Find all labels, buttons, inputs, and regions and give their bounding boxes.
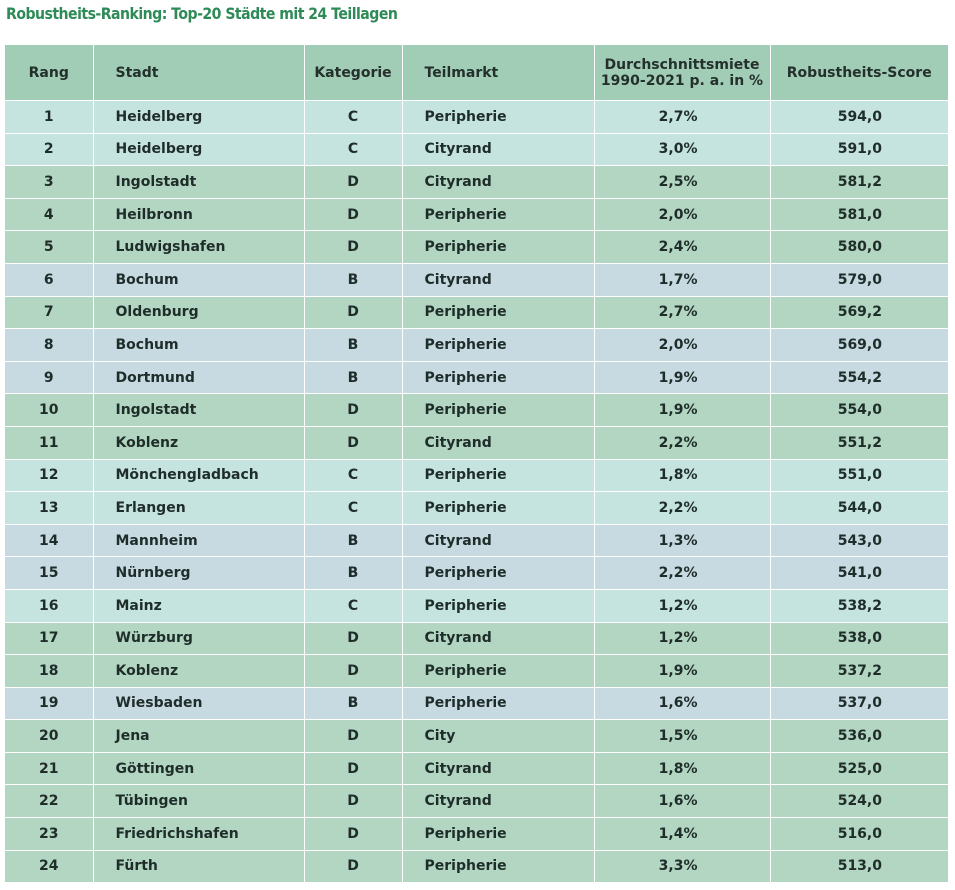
cell-kategorie: B (304, 557, 402, 590)
cell-durchschnittsmiete: 1,9% (594, 655, 770, 688)
cell-rang: 22 (5, 785, 93, 818)
cell-durchschnittsmiete: 3,0% (594, 133, 770, 166)
column-header-miete-line2: 1990-2021 p. a. in % (600, 72, 764, 89)
cell-kategorie: B (304, 361, 402, 394)
cell-score: 551,0 (770, 459, 948, 492)
cell-stadt: Dortmund (93, 361, 304, 394)
cell-score: 569,2 (770, 296, 948, 329)
column-header-score: Robustheits-Score (770, 45, 948, 101)
cell-teilmarkt: Peripherie (402, 589, 594, 622)
cell-score: 581,2 (770, 166, 948, 199)
cell-stadt: Mannheim (93, 524, 304, 557)
column-header-durchschnittsmiete (594, 45, 770, 101)
cell-durchschnittsmiete: 2,4% (594, 231, 770, 264)
cell-teilmarkt: Peripherie (402, 101, 594, 134)
table-header-row (5, 45, 948, 101)
cell-kategorie: D (304, 296, 402, 329)
table-row (5, 101, 948, 134)
cell-durchschnittsmiete: 1,3% (594, 524, 770, 557)
table-row (5, 198, 948, 231)
cell-stadt: Göttingen (93, 752, 304, 785)
column-header-stadt: Stadt (93, 45, 304, 101)
table-row (5, 524, 948, 557)
column-header-kategorie: Kategorie (304, 45, 402, 101)
cell-stadt: Würzburg (93, 622, 304, 655)
cell-rang: 12 (5, 459, 93, 492)
cell-kategorie: B (304, 687, 402, 720)
cell-teilmarkt: City (402, 720, 594, 753)
cell-durchschnittsmiete: 1,7% (594, 263, 770, 296)
page-title: Robustheits-Ranking: Top-20 Städte mit 24 Teillagen (6, 4, 398, 23)
cell-teilmarkt: Peripherie (402, 231, 594, 264)
cell-kategorie: C (304, 133, 402, 166)
cell-teilmarkt: Cityrand (402, 524, 594, 557)
cell-stadt: Bochum (93, 263, 304, 296)
table-row (5, 394, 948, 427)
cell-rang: 6 (5, 263, 93, 296)
cell-durchschnittsmiete: 1,2% (594, 589, 770, 622)
cell-stadt: Oldenburg (93, 296, 304, 329)
cell-score: 543,0 (770, 524, 948, 557)
cell-kategorie: B (304, 329, 402, 362)
cell-stadt: Heilbronn (93, 198, 304, 231)
table-row (5, 263, 948, 296)
cell-teilmarkt: Peripherie (402, 818, 594, 851)
cell-stadt: Mönchengladbach (93, 459, 304, 492)
table-row (5, 133, 948, 166)
cell-rang: 20 (5, 720, 93, 753)
cell-teilmarkt: Peripherie (402, 296, 594, 329)
cell-durchschnittsmiete: 2,7% (594, 296, 770, 329)
cell-stadt: Tübingen (93, 785, 304, 818)
cell-durchschnittsmiete: 1,8% (594, 752, 770, 785)
cell-teilmarkt: Cityrand (402, 785, 594, 818)
table-row (5, 557, 948, 590)
cell-rang: 3 (5, 166, 93, 199)
cell-kategorie: D (304, 720, 402, 753)
cell-durchschnittsmiete: 1,8% (594, 459, 770, 492)
cell-stadt: Wiesbaden (93, 687, 304, 720)
cell-rang: 2 (5, 133, 93, 166)
cell-kategorie: C (304, 589, 402, 622)
cell-score: 516,0 (770, 818, 948, 851)
cell-teilmarkt: Peripherie (402, 687, 594, 720)
cell-score: 579,0 (770, 263, 948, 296)
cell-durchschnittsmiete: 1,9% (594, 394, 770, 427)
cell-rang: 1 (5, 101, 93, 134)
cell-rang: 15 (5, 557, 93, 590)
table-row (5, 850, 948, 882)
cell-stadt: Jena (93, 720, 304, 753)
table-row (5, 231, 948, 264)
cell-score: 541,0 (770, 557, 948, 590)
cell-kategorie: D (304, 850, 402, 882)
cell-kategorie: D (304, 231, 402, 264)
cell-score: 525,0 (770, 752, 948, 785)
cell-score: 538,0 (770, 622, 948, 655)
cell-rang: 24 (5, 850, 93, 882)
table-row (5, 492, 948, 525)
cell-teilmarkt: Cityrand (402, 622, 594, 655)
cell-teilmarkt: Peripherie (402, 492, 594, 525)
cell-kategorie: D (304, 752, 402, 785)
cell-rang: 14 (5, 524, 93, 557)
column-header-teilmarkt: Teilmarkt (402, 45, 594, 101)
cell-score: 536,0 (770, 720, 948, 753)
cell-durchschnittsmiete: 3,3% (594, 850, 770, 882)
cell-rang: 16 (5, 589, 93, 622)
cell-score: 594,0 (770, 101, 948, 134)
cell-teilmarkt: Cityrand (402, 426, 594, 459)
cell-stadt: Ingolstadt (93, 394, 304, 427)
cell-stadt: Heidelberg (93, 101, 304, 134)
cell-score: 569,0 (770, 329, 948, 362)
cell-teilmarkt: Cityrand (402, 752, 594, 785)
cell-score: 544,0 (770, 492, 948, 525)
cell-teilmarkt: Peripherie (402, 329, 594, 362)
cell-durchschnittsmiete: 2,2% (594, 557, 770, 590)
cell-score: 538,2 (770, 589, 948, 622)
cell-kategorie: D (304, 785, 402, 818)
cell-durchschnittsmiete: 2,0% (594, 198, 770, 231)
cell-stadt: Koblenz (93, 426, 304, 459)
cell-kategorie: C (304, 101, 402, 134)
column-header-rang: Rang (5, 45, 93, 101)
cell-durchschnittsmiete: 1,9% (594, 361, 770, 394)
cell-score: 581,0 (770, 198, 948, 231)
cell-teilmarkt: Peripherie (402, 361, 594, 394)
cell-kategorie: D (304, 622, 402, 655)
cell-score: 513,0 (770, 850, 948, 882)
cell-kategorie: D (304, 655, 402, 688)
cell-kategorie: D (304, 394, 402, 427)
cell-stadt: Nürnberg (93, 557, 304, 590)
table-row (5, 329, 948, 362)
table-row (5, 655, 948, 688)
cell-teilmarkt: Peripherie (402, 459, 594, 492)
cell-kategorie: C (304, 459, 402, 492)
table-row (5, 687, 948, 720)
cell-rang: 8 (5, 329, 93, 362)
cell-rang: 13 (5, 492, 93, 525)
cell-durchschnittsmiete: 1,2% (594, 622, 770, 655)
cell-kategorie: B (304, 524, 402, 557)
cell-teilmarkt: Cityrand (402, 166, 594, 199)
cell-stadt: Erlangen (93, 492, 304, 525)
cell-durchschnittsmiete: 2,0% (594, 329, 770, 362)
cell-rang: 21 (5, 752, 93, 785)
cell-rang: 18 (5, 655, 93, 688)
cell-stadt: Heidelberg (93, 133, 304, 166)
cell-kategorie: D (304, 426, 402, 459)
cell-score: 591,0 (770, 133, 948, 166)
ranking-table (5, 45, 948, 882)
cell-kategorie: B (304, 263, 402, 296)
cell-stadt: Bochum (93, 329, 304, 362)
cell-kategorie: D (304, 166, 402, 199)
cell-durchschnittsmiete: 2,5% (594, 166, 770, 199)
cell-score: 554,0 (770, 394, 948, 427)
cell-durchschnittsmiete: 1,5% (594, 720, 770, 753)
table-row (5, 818, 948, 851)
table-row (5, 459, 948, 492)
cell-teilmarkt: Cityrand (402, 263, 594, 296)
cell-stadt: Fürth (93, 850, 304, 882)
table-row (5, 752, 948, 785)
cell-teilmarkt: Peripherie (402, 850, 594, 882)
table-row (5, 720, 948, 753)
cell-stadt: Koblenz (93, 655, 304, 688)
cell-score: 537,2 (770, 655, 948, 688)
table-row (5, 296, 948, 329)
cell-teilmarkt: Peripherie (402, 394, 594, 427)
cell-score: 524,0 (770, 785, 948, 818)
cell-durchschnittsmiete: 1,4% (594, 818, 770, 851)
cell-rang: 5 (5, 231, 93, 264)
table-row (5, 166, 948, 199)
cell-durchschnittsmiete: 2,2% (594, 492, 770, 525)
cell-teilmarkt: Peripherie (402, 655, 594, 688)
table-row (5, 785, 948, 818)
cell-rang: 9 (5, 361, 93, 394)
cell-score: 580,0 (770, 231, 948, 264)
cell-teilmarkt: Peripherie (402, 557, 594, 590)
cell-stadt: Friedrichshafen (93, 818, 304, 851)
cell-kategorie: D (304, 198, 402, 231)
cell-rang: 17 (5, 622, 93, 655)
cell-kategorie: C (304, 492, 402, 525)
cell-rang: 4 (5, 198, 93, 231)
cell-durchschnittsmiete: 2,2% (594, 426, 770, 459)
cell-durchschnittsmiete: 1,6% (594, 785, 770, 818)
cell-rang: 7 (5, 296, 93, 329)
table-row (5, 426, 948, 459)
cell-rang: 19 (5, 687, 93, 720)
cell-stadt: Ludwigshafen (93, 231, 304, 264)
cell-stadt: Mainz (93, 589, 304, 622)
cell-score: 551,2 (770, 426, 948, 459)
column-header-miete-line1: Durchschnittsmiete (604, 56, 760, 73)
cell-rang: 23 (5, 818, 93, 851)
cell-rang: 11 (5, 426, 93, 459)
cell-durchschnittsmiete: 2,7% (594, 101, 770, 134)
table-row (5, 361, 948, 394)
table-row (5, 589, 948, 622)
cell-score: 537,0 (770, 687, 948, 720)
cell-kategorie: D (304, 818, 402, 851)
cell-teilmarkt: Peripherie (402, 198, 594, 231)
cell-stadt: Ingolstadt (93, 166, 304, 199)
cell-score: 554,2 (770, 361, 948, 394)
cell-rang: 10 (5, 394, 93, 427)
table-row (5, 622, 948, 655)
cell-durchschnittsmiete: 1,6% (594, 687, 770, 720)
cell-teilmarkt: Cityrand (402, 133, 594, 166)
